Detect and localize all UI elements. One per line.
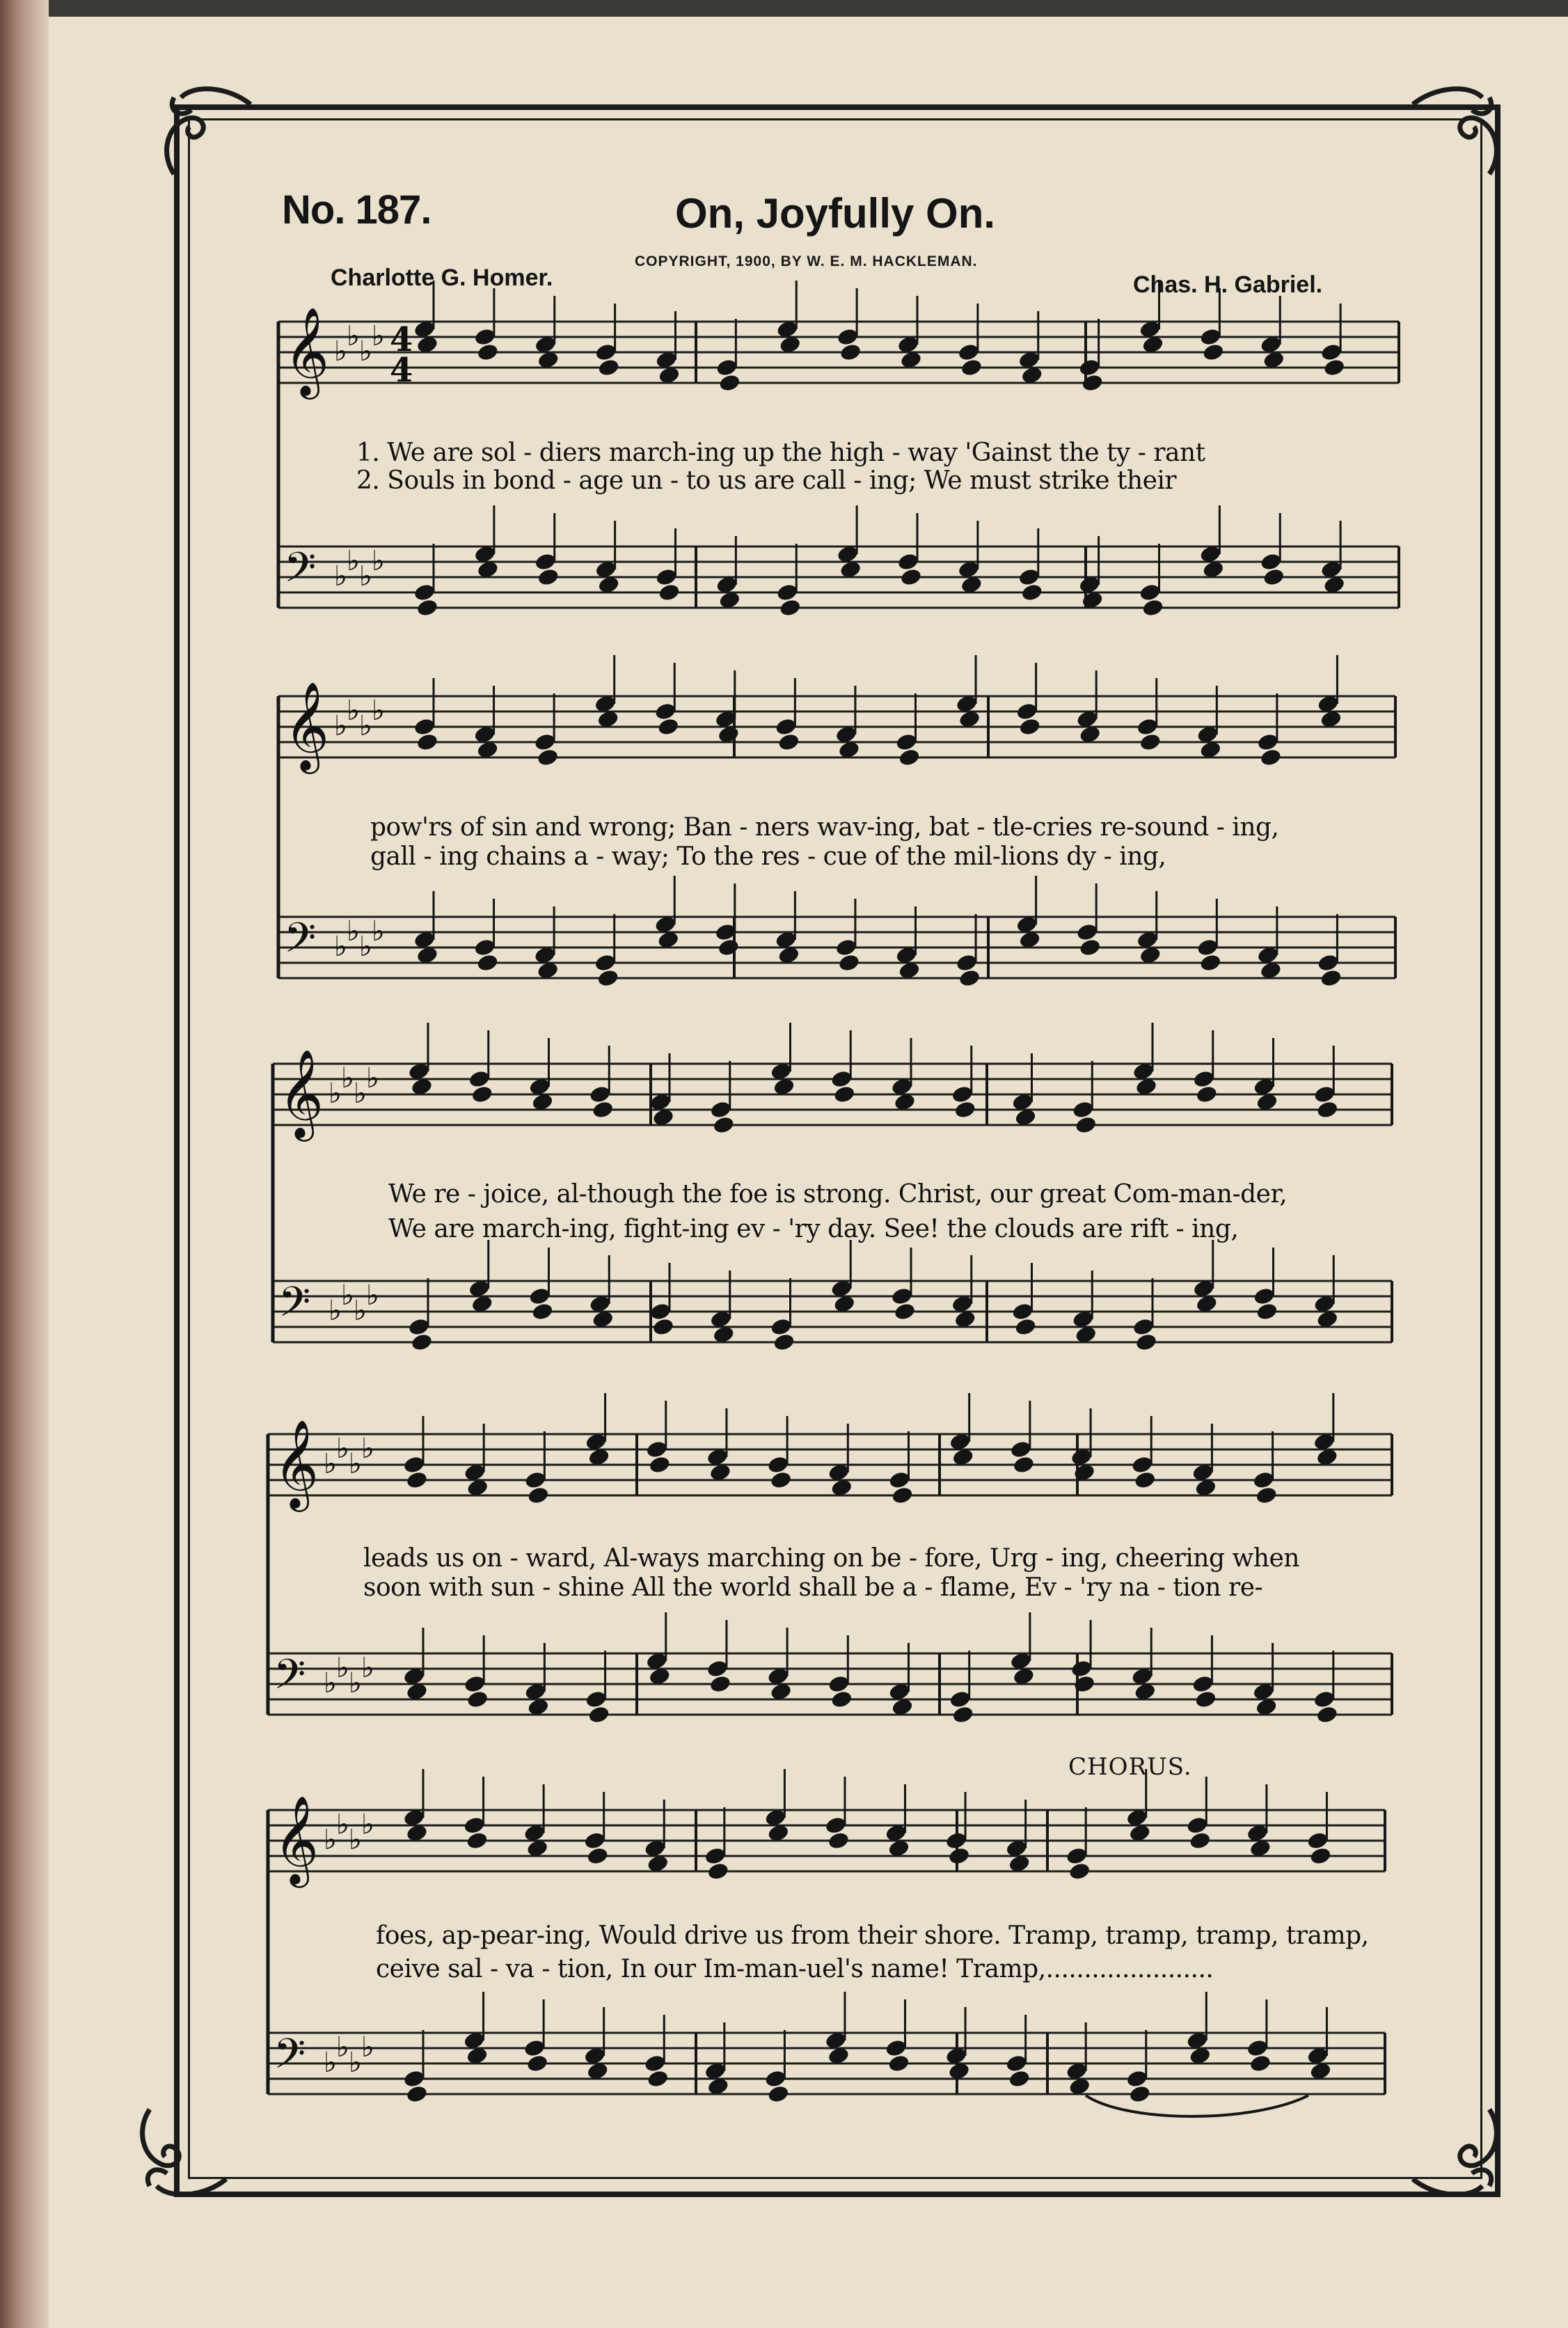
treble-clef-icon: 𝄞	[274, 1795, 319, 1884]
flat-sign-icon: ♭	[347, 695, 360, 727]
flat-sign-icon: ♭	[349, 2047, 362, 2079]
note-head	[537, 567, 560, 587]
note-head	[1014, 1317, 1037, 1337]
note-head	[1128, 2084, 1151, 2104]
note-head	[1008, 2069, 1031, 2089]
note-head	[839, 343, 862, 362]
note-head	[717, 938, 740, 957]
flat-sign-icon: ♭	[361, 1809, 374, 1841]
note-head	[1256, 1302, 1278, 1321]
note-head	[891, 1486, 914, 1505]
flat-sign-icon: ♭	[336, 1433, 349, 1465]
flat-sign-icon: ♭	[324, 1448, 337, 1480]
note-head	[960, 358, 983, 377]
note-head	[651, 1317, 674, 1337]
note-head	[1139, 732, 1162, 752]
lyric-line-s1-v2: 2. Souls in bond - age un - to us are call - ing; We must strike their	[356, 466, 1177, 495]
flat-sign-icon: ♭	[359, 336, 372, 368]
note-head	[415, 598, 438, 618]
flat-sign-icon: ♭	[349, 1667, 362, 1699]
note-head	[899, 567, 922, 587]
lyric-line-s1-v1: 1. We are sol - diers march-ing up the high - way 'Gainst the ty - rant	[356, 439, 1205, 467]
note-head	[898, 748, 921, 767]
lyric-line-s4-v1: leads us on - ward, Al-ways marching on be - fore, Urg - ing, cheering when	[363, 1544, 1299, 1573]
note-head	[1194, 1690, 1217, 1709]
chorus-label: CHORUS.	[1068, 1753, 1192, 1781]
note-head	[773, 1332, 795, 1352]
note-head	[1195, 1085, 1218, 1104]
note-head	[1255, 1486, 1278, 1505]
note-head	[1323, 358, 1346, 377]
note-head	[597, 358, 620, 377]
note-head	[658, 583, 681, 602]
composer-credit: Chas. H. Gabriel.	[1133, 272, 1323, 298]
flat-sign-icon: ♭	[334, 931, 347, 963]
note-head	[1259, 748, 1282, 767]
flat-sign-icon: ♭	[349, 1824, 362, 1856]
note-head	[706, 1862, 729, 1881]
flat-sign-icon: ♭	[336, 1809, 349, 1841]
flat-sign-icon: ♭	[334, 336, 347, 368]
note-head	[596, 968, 619, 988]
note-head	[1199, 953, 1222, 973]
bass-clef-icon: 𝄢	[284, 913, 317, 972]
note-head	[531, 1302, 554, 1321]
flat-sign-icon: ♭	[336, 1652, 349, 1684]
note-head	[770, 1470, 793, 1490]
note-head	[1012, 1455, 1035, 1474]
note-head	[415, 732, 438, 752]
note-head	[958, 968, 981, 988]
treble-clef-icon: 𝄞	[284, 306, 330, 395]
note-head	[1018, 717, 1041, 737]
flat-sign-icon: ♭	[347, 545, 360, 577]
note-head	[476, 953, 499, 973]
note-head	[1202, 343, 1225, 362]
flat-sign-icon: ♭	[334, 710, 347, 742]
note-head	[526, 2054, 549, 2073]
slur	[1086, 2095, 1308, 2116]
note-head	[1068, 1862, 1091, 1881]
note-head	[708, 1674, 731, 1694]
flat-sign-icon: ♭	[354, 1295, 367, 1327]
flat-sign-icon: ♭	[347, 915, 360, 947]
note-head	[767, 2084, 790, 2104]
lyric-line-s3-v2: We are march-ing, fight-ing ev - 'ry day. See! the clouds are rift - ing,	[388, 1215, 1239, 1243]
note-head	[1316, 1100, 1339, 1119]
note-head	[1189, 1831, 1212, 1850]
note-head	[466, 1690, 489, 1709]
flat-sign-icon: ♭	[372, 545, 385, 577]
time-signature-bottom: 4	[390, 351, 413, 390]
note-head	[1309, 1846, 1332, 1866]
treble-clef-icon: 𝄞	[278, 1048, 324, 1138]
flat-sign-icon: ♭	[366, 1062, 379, 1094]
flat-sign-icon: ♭	[359, 560, 372, 592]
note-head	[587, 1705, 610, 1724]
flat-sign-icon: ♭	[366, 1280, 379, 1312]
note-head	[405, 2084, 428, 2104]
note-head	[1079, 938, 1102, 957]
note-head	[592, 1100, 615, 1119]
lyric-line-s3-v1: We re - joice, al-though the foe is strong. Christ, our great Com-man-der,	[388, 1180, 1288, 1209]
treble-clef-icon: 𝄞	[284, 681, 330, 770]
flat-sign-icon: ♭	[328, 1078, 342, 1110]
flat-sign-icon: ♭	[354, 1078, 367, 1110]
note-head	[466, 1831, 489, 1850]
lyric-line-s2-v2: gall - ing chains a - way; To the res - cue of the mil-lions dy - ing,	[370, 842, 1166, 871]
note-head	[777, 732, 800, 752]
note-head	[947, 1846, 970, 1866]
flat-sign-icon: ♭	[349, 1448, 362, 1480]
note-head	[953, 1100, 976, 1119]
bass-clef-icon: 𝄢	[284, 543, 317, 601]
flat-sign-icon: ♭	[361, 1652, 374, 1684]
flat-sign-icon: ♭	[341, 1062, 354, 1094]
note-head	[476, 343, 499, 362]
note-head	[1315, 1705, 1338, 1724]
flat-sign-icon: ♭	[372, 695, 385, 727]
lyric-line-s5-v1: foes, ap-pear-ing, Would drive us from their shore. Tramp, tramp, tramp, tramp,	[376, 1921, 1369, 1950]
note-head	[1320, 968, 1343, 988]
flat-sign-icon: ♭	[372, 915, 385, 947]
note-head	[718, 373, 741, 393]
treble-clef-icon: 𝄞	[274, 1419, 319, 1508]
flat-sign-icon: ♭	[359, 931, 372, 963]
bass-clef-icon: 𝄢	[274, 1650, 306, 1708]
note-head	[887, 2054, 910, 2073]
time-signature-top: 4	[390, 320, 413, 359]
note-head	[647, 2069, 670, 2089]
note-head	[470, 1085, 493, 1104]
note-head	[527, 1486, 550, 1505]
note-head	[893, 1302, 916, 1321]
note-head	[1141, 598, 1164, 618]
lyric-line-s2-v1: pow'rs of sin and wrong; Ban - ners wav-ing, bat - tle-cries re-sound - ing,	[370, 813, 1279, 842]
flat-sign-icon: ♭	[361, 2031, 374, 2063]
note-head	[648, 1455, 671, 1474]
lyricist-credit: Charlotte G. Homer.	[331, 265, 553, 291]
note-head	[657, 717, 680, 737]
flat-sign-icon: ♭	[341, 1280, 354, 1312]
note-head	[1262, 567, 1285, 587]
note-head	[405, 1470, 428, 1490]
flat-sign-icon: ♭	[336, 2031, 349, 2063]
lyric-line-s5-v2: ceive sal - va - tion, In our Im-man-uel's name! Tramp,......................	[376, 1955, 1214, 1983]
hymn-title: On, Joyfully On.	[675, 190, 996, 237]
note-head	[1020, 583, 1043, 602]
note-head	[410, 1332, 433, 1352]
note-head	[712, 1115, 735, 1135]
flat-sign-icon: ♭	[324, 1667, 337, 1699]
copyright-notice: COPYRIGHT, 1900, BY W. E. M. HACKLEMAN.	[635, 253, 978, 269]
note-head	[833, 1085, 856, 1104]
flat-sign-icon: ♭	[328, 1295, 342, 1327]
lyric-line-s4-v2: soon with sun - shine All the world shall be a - flame, Ev - 'ry na - tion re-	[363, 1573, 1263, 1602]
note-head	[779, 598, 802, 618]
note-head	[837, 953, 860, 973]
note-head	[537, 748, 560, 767]
flat-sign-icon: ♭	[324, 2047, 337, 2079]
flat-sign-icon: ♭	[324, 1824, 337, 1856]
note-head	[827, 1831, 850, 1850]
note-head	[586, 1846, 609, 1866]
bass-clef-icon: 𝄢	[274, 2029, 306, 2088]
hymn-number: No. 187.	[282, 187, 431, 233]
flat-sign-icon: ♭	[372, 320, 385, 352]
flat-sign-icon: ♭	[347, 320, 360, 352]
flat-sign-icon: ♭	[334, 560, 347, 592]
flat-sign-icon: ♭	[361, 1433, 374, 1465]
flat-sign-icon: ♭	[359, 710, 372, 742]
note-head	[1134, 1470, 1157, 1490]
note-head	[1134, 1332, 1157, 1352]
note-head	[1075, 1115, 1098, 1135]
note-head	[1249, 2054, 1272, 2073]
note-head	[830, 1690, 853, 1709]
note-head	[951, 1705, 974, 1724]
bass-clef-icon: 𝄢	[278, 1277, 311, 1336]
